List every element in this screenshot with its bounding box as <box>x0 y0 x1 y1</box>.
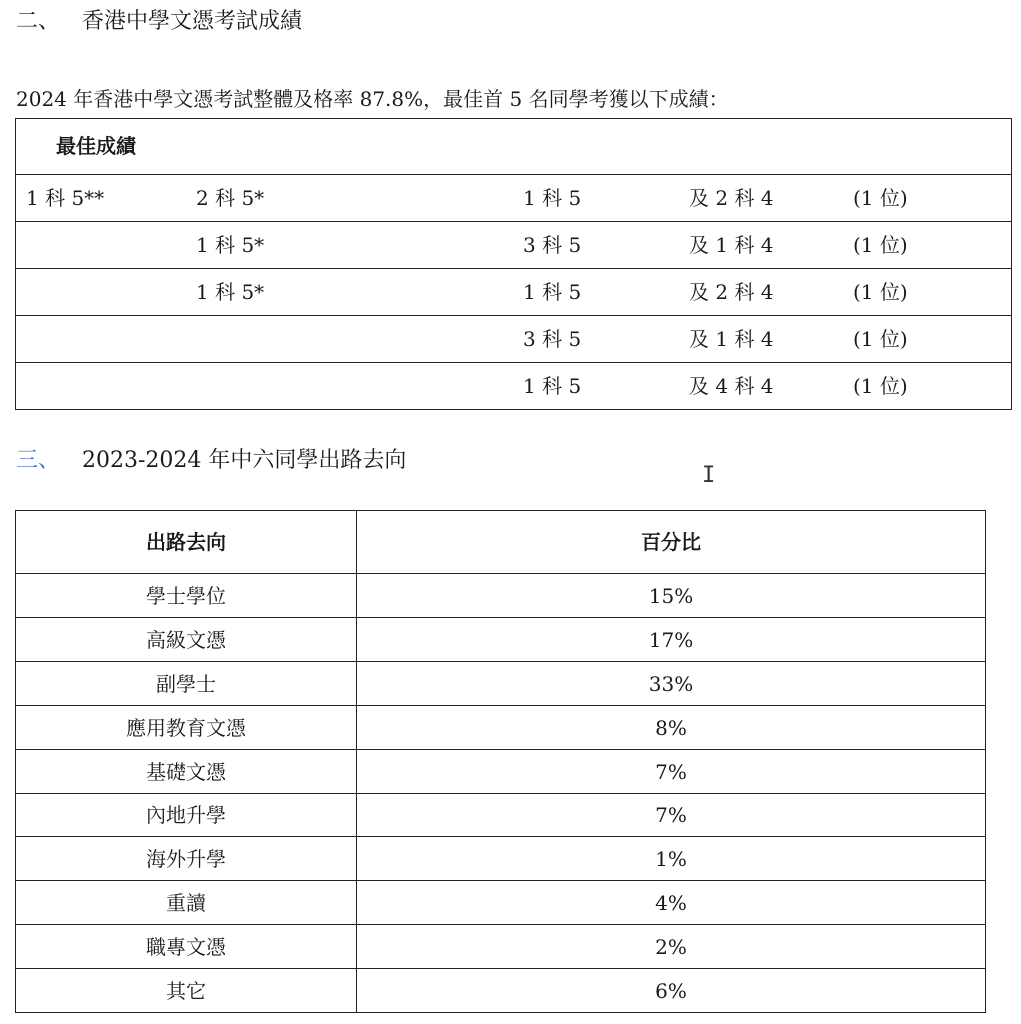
result-cell: 1 科 5* <box>196 233 265 257</box>
row-divider <box>16 362 1011 363</box>
result-cell: (1 位) <box>853 233 908 257</box>
destination-percentage: 7% <box>655 760 687 784</box>
column-header-percentage: 百分比 <box>641 530 701 554</box>
text-cursor-icon: I <box>702 463 716 488</box>
destination-percentage: 17% <box>648 628 694 652</box>
destination-percentage: 7% <box>655 803 687 827</box>
destination-name: 職專文憑 <box>146 935 226 959</box>
row-divider <box>16 924 985 925</box>
column-header-destination: 出路去向 <box>146 530 226 554</box>
result-cell: 1 科 5 <box>523 280 582 304</box>
row-divider <box>16 661 985 662</box>
section-3-heading <box>16 447 406 475</box>
destination-name: 內地升學 <box>146 803 226 827</box>
destination-name: 其它 <box>166 979 206 1003</box>
destination-percentage: 2% <box>655 935 687 959</box>
row-divider <box>16 268 1011 269</box>
result-cell: 1 科 5 <box>523 374 582 398</box>
result-cell: 1 科 5* <box>196 280 265 304</box>
row-divider <box>16 880 985 881</box>
result-cell: 及 1 科 4 <box>689 233 774 257</box>
destination-name: 應用教育文憑 <box>126 716 246 740</box>
result-cell: 1 科 5** <box>26 186 105 210</box>
row-divider <box>16 749 985 750</box>
section-3-number: 三、 <box>16 448 61 473</box>
destination-percentage: 1% <box>655 847 687 871</box>
section-2-intro: 2024 年香港中學文憑考試整體及格率 87.8%，最佳首 5 名同學考獲以下成績： <box>16 87 729 111</box>
result-cell: 3 科 5 <box>523 327 582 351</box>
destinations-table <box>15 510 986 1013</box>
row-divider <box>16 617 985 618</box>
row-divider <box>16 836 985 837</box>
section-2-title: 香港中學文憑考試成績 <box>82 9 303 34</box>
destination-name: 學士學位 <box>146 584 226 608</box>
result-cell: 及 1 科 4 <box>689 327 774 351</box>
section-2-heading <box>16 8 302 36</box>
row-divider <box>16 221 1011 222</box>
destination-name: 海外升學 <box>146 847 226 871</box>
row-divider <box>16 705 985 706</box>
result-cell: 3 科 5 <box>523 233 582 257</box>
result-cell: 及 4 科 4 <box>689 374 774 398</box>
destination-name: 副學士 <box>156 672 216 696</box>
result-cell: (1 位) <box>853 327 908 351</box>
result-cell: 2 科 5* <box>196 186 265 210</box>
section-2-number: 二、 <box>16 9 61 34</box>
result-cell: 1 科 5 <box>523 186 582 210</box>
destination-percentage: 15% <box>648 584 694 608</box>
result-cell: 及 2 科 4 <box>689 280 774 304</box>
row-divider <box>16 793 985 794</box>
destination-percentage: 33% <box>648 672 694 696</box>
result-cell: (1 位) <box>853 374 908 398</box>
destination-percentage: 6% <box>655 979 687 1003</box>
destination-percentage: 8% <box>655 716 687 740</box>
destination-name: 重讀 <box>166 891 206 915</box>
result-cell: (1 位) <box>853 186 908 210</box>
destination-name: 高級文憑 <box>146 628 226 652</box>
result-cell: (1 位) <box>853 280 908 304</box>
row-divider <box>16 573 985 574</box>
results-table-header: 最佳成績 <box>56 134 136 158</box>
results-table <box>15 118 1012 410</box>
section-3-title: 2023-2024 年中六同學出路去向 <box>82 448 407 473</box>
row-divider <box>16 968 985 969</box>
destination-percentage: 4% <box>655 891 687 915</box>
destination-name: 基礎文憑 <box>146 760 226 784</box>
result-cell: 及 2 科 4 <box>689 186 774 210</box>
row-divider <box>16 174 1011 175</box>
row-divider <box>16 315 1011 316</box>
